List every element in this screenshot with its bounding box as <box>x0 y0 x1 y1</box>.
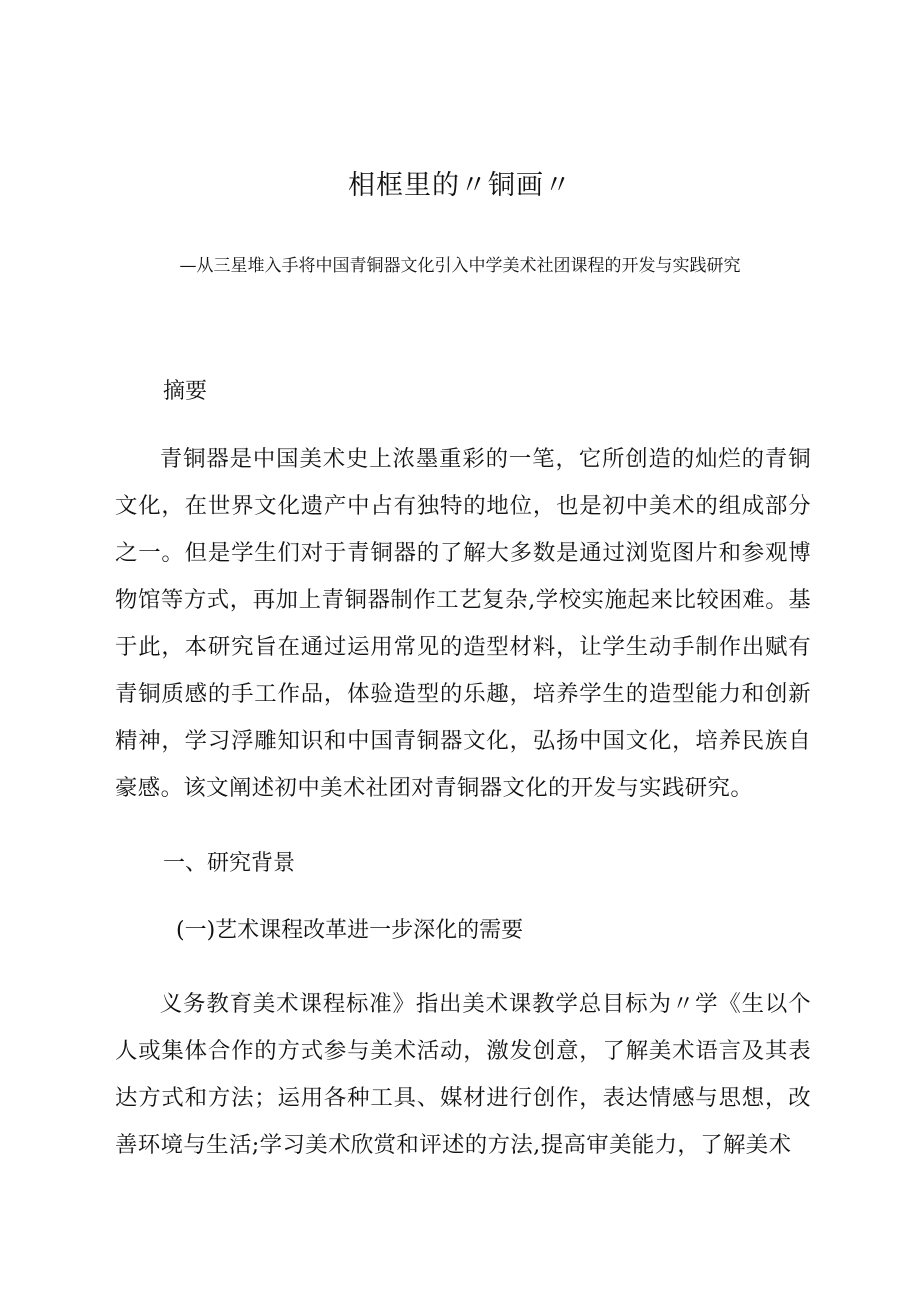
subsection-heading-curriculum-reform: (一)艺术课程改革进一步深化的需要 <box>176 918 524 943</box>
document-subtitle: —从三星堆入手将中国青铜器文化引入中学美术社团课程的开发与实践研究 <box>179 256 741 276</box>
section-heading-research-background: 一、研究背景 <box>163 851 296 876</box>
abstract-heading: 摘要 <box>163 379 208 404</box>
body-paragraph-curriculum-standard: 义务教育美术课程标准》指出美术课教学总目标为〃学《生以个人或集体合作的方式参与美术活动，激发创意，了解美术语言及其表达方式和方法；运用各种工具、媒材进行创作，表达情感与思想，改善环境与生活;学习美术欣赏和评述的方法,提高审美能力，了解美术 <box>115 991 811 1158</box>
abstract-paragraph: 青铜器是中国美术史上浓墨重彩的一笔，它所创造的灿烂的青铜文化，在世界文化遗产中占有独特的地位，也是初中美术的组成部分之一。但是学生们对于青铜器的了解大多数是通过浏览图片和参观博物馆等方式，再加上青铜器制作工艺复杂,学校实施起来比较困难。基于此，本研究旨在通过运用常见的造型材料，让学生动手制作出赋有青铜质感的手工作品，体验造型的乐趣，培养学生的造型能力和创新精神，学习浮雕知识和中国青铜器文化，弘扬中国文化，培养民族自豪感。该文阐述初中美术社团对青铜器文化的开发与实践研究。 <box>115 446 811 801</box>
document-title: 相框里的〃铜画〃 <box>348 170 572 201</box>
